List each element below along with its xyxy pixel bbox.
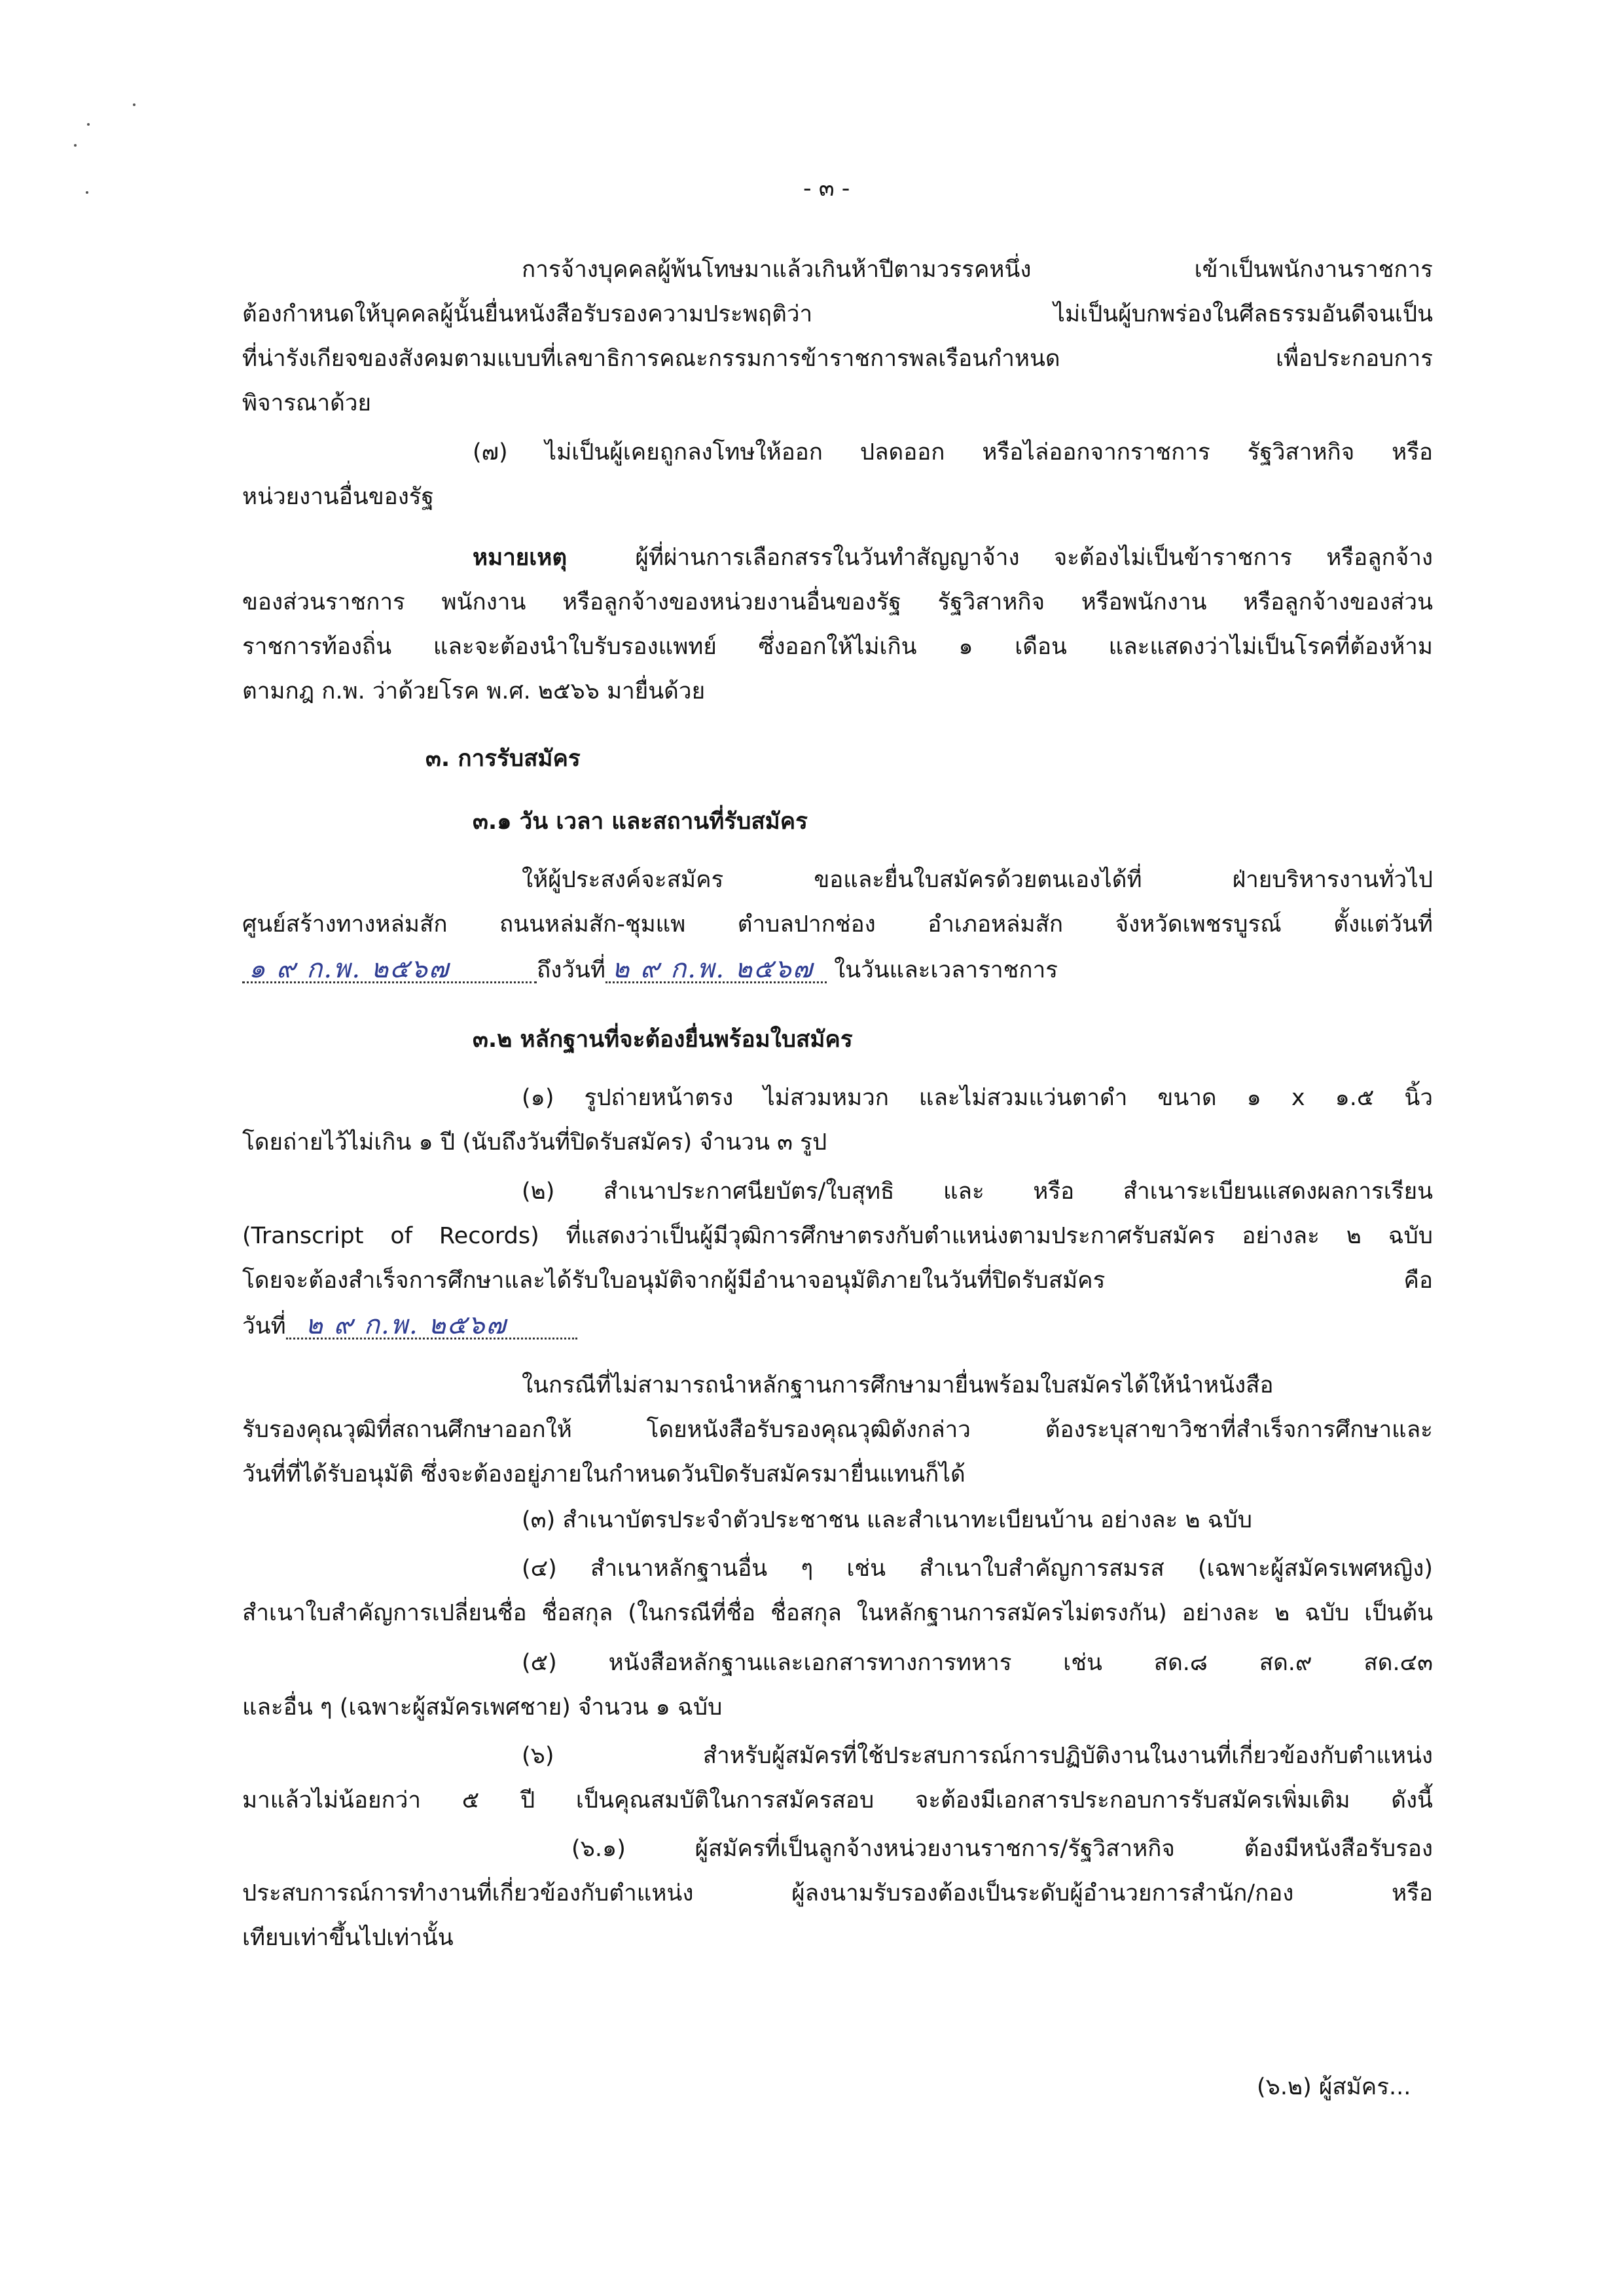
item-6-line: มาแล้วไม่น้อยกว่า ๕ ปี เป็นคุณสมบัติในการสมัครสอบ จะต้องมีเอกสารประกอบการรับสมัครเพิ่มเติม ดังนี้ [242, 1787, 1433, 1813]
item-5-line: และอื่น ๆ (เฉพาะผู้สมัครเพศชาย) จำนวน ๑ ฉบับ [242, 1694, 723, 1721]
item-5-line: (๕) หนังสือหลักฐานและเอกสารทางการทหาร เช่น สด.๘ สด.๙ สด.๔๓ [522, 1650, 1433, 1676]
degree-note-line: วันที่ที่ได้รับอนุมัติ ซึ่งจะต้องอยู่ภายในกำหนดวันปิดรับสมัครมายื่นแทนก็ได้ [242, 1461, 965, 1487]
note-label: หมายเหตุ [473, 545, 568, 571]
section-3-1-heading: ๓.๑ วัน เวลา และสถานที่รับสมัคร [473, 809, 808, 835]
item-1-line: (๑) รูปถ่ายหน้าตรง ไม่สวมหมวก และไม่สวมแว่นตาดำ ขนาด ๑ x ๑.๕ นิ้ว [522, 1085, 1433, 1111]
item-3-line: (๓) สำเนาบัตรประจำตัวประชาชน และสำเนาทะเบียนบ้าน อย่างละ ๒ ฉบับ [522, 1507, 1252, 1533]
item-6-1-line: เทียบเท่าขึ้นไปเท่านั้น [242, 1925, 454, 1951]
paragraph-line: การจ้างบุคคลผู้พ้นโทษมาแล้วเกินห้าปีตามวรรคหนึ่ง เข้าเป็นพนักงานราชการ [522, 257, 1433, 283]
note-first-line [473, 541, 1433, 575]
section-3-heading: ๓. การรับสมัคร [425, 746, 581, 772]
office-hours-text: ในวันและเวลาราชการ [834, 957, 1058, 983]
s31-dates-line [242, 952, 1058, 987]
item-4-line: สำเนาใบสำคัญการเปลี่ยนชื่อ ชื่อสกุล (ในกรณีที่ชื่อ ชื่อสกุล ในหลักฐานการสมัครไม่ตรงกัน) อย่างละ ๒ ฉบับ เป็นต้น [242, 1600, 1433, 1626]
note-line: ของส่วนราชการ พนักงาน หรือลูกจ้างของหน่วยงานอื่นของรัฐ รัฐวิสาหกิจ หรือพนักงาน หรือลูกจ้างของส่วน [242, 589, 1433, 615]
scan-speck [86, 191, 88, 194]
item-6-line: (๖) สำหรับผู้สมัครที่ใช้ประสบการณ์การปฏิบัติงานในงานที่เกี่ยวข้องกับตำแหน่ง [522, 1743, 1433, 1769]
note-line: ราชการท้องถิ่น และจะต้องนำใบรับรองแพทย์ ซึ่งออกให้ไม่เกิน ๑ เดือน และแสดงว่าไม่เป็นโรคที่ต้องห้าม [242, 634, 1433, 660]
item-2-line: (Transcript of Records) ที่แสดงว่าเป็นผู้มีวุฒิการศึกษาตรงกับตำแหน่งตามประกาศรับสมัคร อย่างละ ๒ ฉบับ [242, 1223, 1433, 1249]
scan-speck [87, 123, 90, 126]
handwritten-start-date: ๑ ๙ ก.พ. ๒๕๖๗ [249, 954, 450, 984]
item-6-1-line: ประสบการณ์การทำงานที่เกี่ยวข้องกับตำแหน่ง ผู้ลงนามรับรองต้องเป็นระดับผู้อำนวยการสำนัก/กอง หรือ [242, 1880, 1433, 1906]
item-2-date-line [242, 1308, 577, 1343]
s31-line: ให้ผู้ประสงค์จะสมัคร ขอและยื่นใบสมัครด้วยตนเองได้ที่ ฝ่ายบริหารงานทั่วไป [522, 867, 1433, 893]
item-2-line: โดยจะต้องสำเร็จการศึกษาและได้รับใบอนุมัติจากผู้มีอำนาจอนุมัติภายในวันที่ปิดรับสมัคร คือ [242, 1267, 1433, 1294]
handwritten-end-date: ๒ ๙ ก.พ. ๒๕๖๗ [611, 954, 814, 984]
note-line: ตามกฎ ก.พ. ว่าด้วยโรค พ.ศ. ๒๕๖๖ มายื่นด้วย [242, 678, 706, 704]
continuation-marker: (๖.๒) ผู้สมัคร... [1257, 2074, 1411, 2100]
paragraph-line: ที่น่ารังเกียจของสังคมตามแบบที่เลขาธิการคณะกรรมการข้าราชการพลเรือนกำหนด เพื่อประกอบการ [242, 346, 1433, 372]
end-date-field [605, 952, 827, 987]
scan-speck [74, 144, 77, 147]
date-label: วันที่ [242, 1313, 286, 1339]
item-6-1-line: (๖.๑) ผู้สมัครที่เป็นลูกจ้างหน่วยงานราชการ/รัฐวิสาหกิจ ต้องมีหนังสือรับรอง [571, 1836, 1433, 1862]
item-2-line: (๒) สำเนาประกาศนียบัตร/ใบสุทธิ และ หรือ สำเนาระเบียนแสดงผลการเรียน [522, 1178, 1433, 1205]
paragraph-line: ต้องกำหนดให้บุคคลผู้นั้นยื่นหนังสือรับรองความประพฤติว่า ไม่เป็นผู้บกพร่องในศีลธรรมอันดีจนเป็น [242, 301, 1433, 327]
start-date-field [242, 952, 537, 987]
graduation-date-field [286, 1308, 577, 1343]
note-text: ผู้ที่ผ่านการเลือกสรรในวันทำสัญญาจ้าง จะต้องไม่เป็นข้าราชการ หรือลูกจ้าง [635, 545, 1433, 571]
section-3-2-heading: ๓.๒ หลักฐานที่จะต้องยื่นพร้อมใบสมัคร [473, 1027, 853, 1053]
handwritten-graduation-date: ๒ ๙ ก.พ. ๒๕๖๗ [305, 1310, 507, 1340]
item-7-line: หน่วยงานอื่นของรัฐ [242, 484, 434, 510]
scan-speck [133, 103, 135, 106]
degree-note-line: ในกรณีที่ไม่สามารถนำหลักฐานการศึกษามายื่นพร้อมใบสมัครได้ให้นำหนังสือ [522, 1372, 1274, 1398]
item-4-line: (๔) สำเนาหลักฐานอื่น ๆ เช่น สำเนาใบสำคัญการสมรส (เฉพาะผู้สมัครเพศหญิง) [522, 1556, 1433, 1582]
degree-note-line: รับรองคุณวุฒิที่สถานศึกษาออกให้ โดยหนังสือรับรองคุณวุฒิดังกล่าว ต้องระบุสาขาวิชาที่สำเร็จการศึกษาและ [242, 1417, 1433, 1443]
s31-line: ศูนย์สร้างทางหล่มสัก ถนนหล่มสัก-ชุมแพ ตำบลปากช่อง อำเภอหล่มสัก จังหวัดเพชรบูรณ์ ตั้งแต่วันที่ [242, 911, 1433, 938]
paragraph-line: พิจารณาด้วย [242, 390, 372, 416]
date-separator: ถึงวันที่ [537, 957, 605, 983]
item-7-line: (๗) ไม่เป็นผู้เคยถูกลงโทษให้ออก ปลดออก หรือไล่ออกจากราชการ รัฐวิสาหกิจ หรือ [473, 439, 1434, 465]
item-1-line: โดยถ่ายไว้ไม่เกิน ๑ ปี (นับถึงวันที่ปิดรับสมัคร) จำนวน ๓ รูป [242, 1129, 827, 1156]
page-number: - ๓ - [803, 175, 850, 202]
